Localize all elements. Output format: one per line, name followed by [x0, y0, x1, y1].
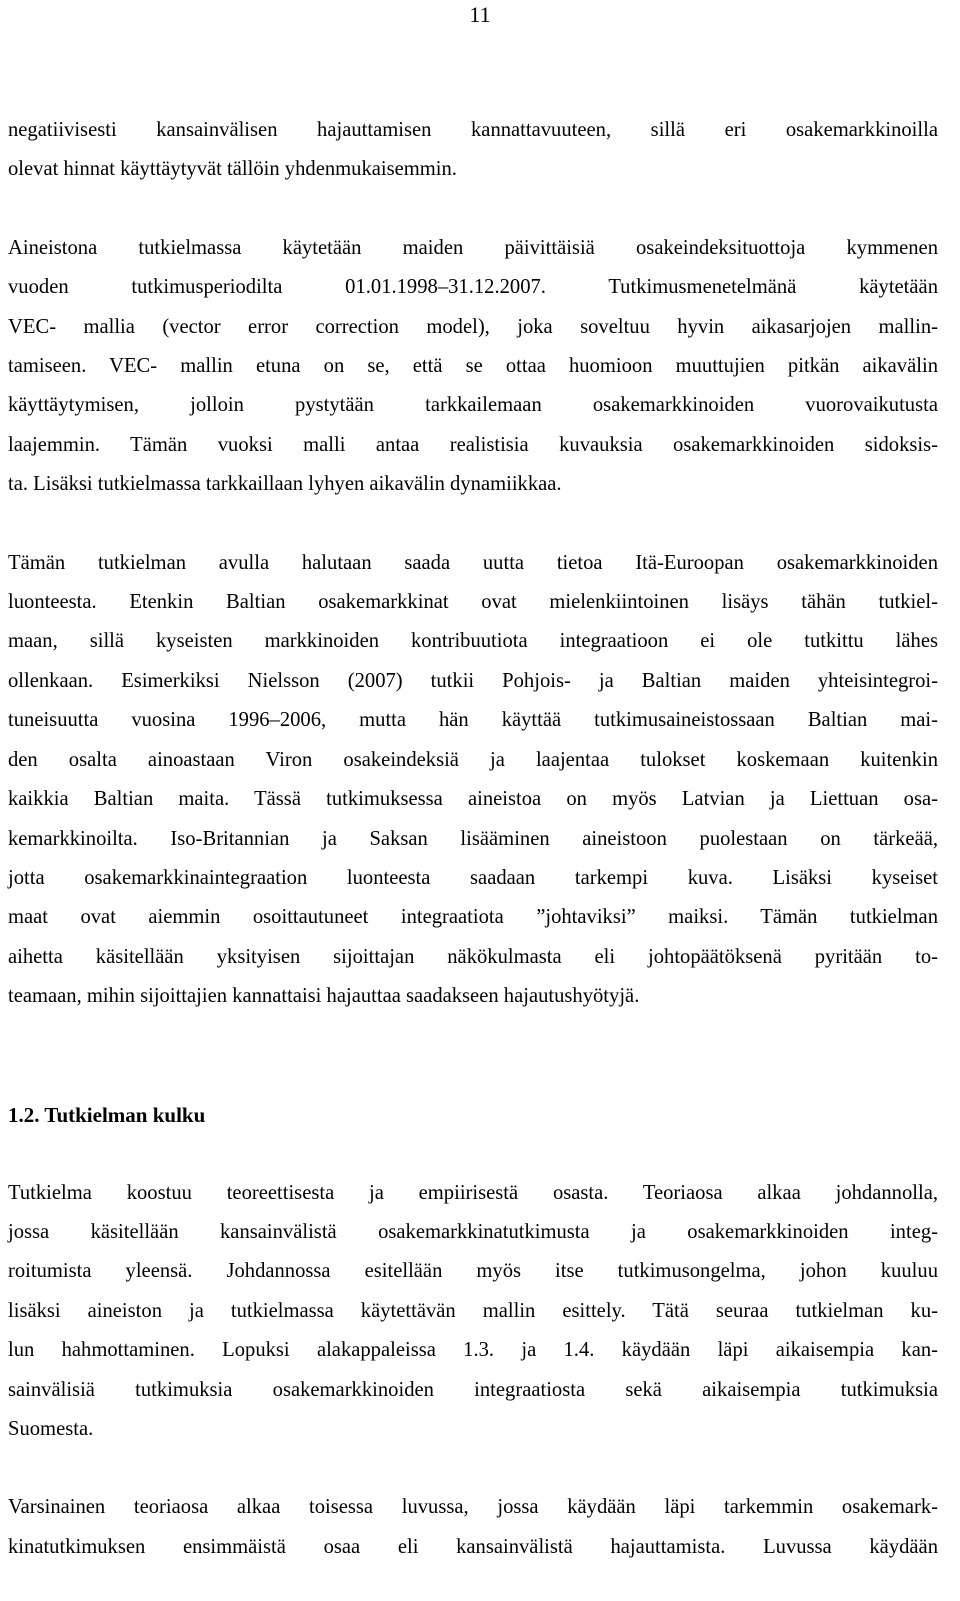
text-line: maat ovat aiemmin osoittautuneet integraatiota ”johtaviksi” maiksi. Tämän tutkielman	[8, 906, 938, 929]
text-line: jotta osakemarkkinaintegraation luonteesta saadaan tarkempi kuva. Lisäksi kyseiset	[8, 866, 938, 889]
paragraph-spacer	[8, 1135, 938, 1174]
text-line: tamiseen. VEC- mallin etuna on se, että se ottaa huomioon muuttujien pitkän aikavälin	[8, 355, 938, 378]
text-line: den osalta ainoastaan Viron osakeindeksiä ja laajentaa tulokset koskemaan kuitenkin	[8, 748, 938, 771]
text-line: ollenkaan. Esimerkiksi Nielsson (2007) tutkii Pohjois- ja Baltian maiden yhteisintegroi-	[8, 669, 938, 692]
text-line: lisäksi aineiston ja tutkielmassa käytettävän mallin esittely. Tätä seuraa tutkielman ku-	[8, 1299, 938, 1322]
text-line: luonteesta. Etenkin Baltian osakemarkkinat ovat mielenkiintoinen lisäys tähän tutkiel-	[8, 591, 938, 614]
section-spacer	[8, 1017, 938, 1096]
text-line: teamaan, mihin sijoittajien kannattaisi hajauttaa saadakseen hajautushyötyjä.	[8, 985, 640, 1008]
text-line: kaikkia Baltian maita. Tässä tutkimuksessa aineistoa on myös Latvian ja Liettuan osa-	[8, 788, 938, 811]
text-line: roitumista yleensä. Johdannossa esitellään myös itse tutkimusongelma, johon kuuluu	[8, 1260, 938, 1283]
text-line: Tämän tutkielman avulla halutaan saada uutta tietoa Itä-Euroopan osakemarkkinoiden	[8, 551, 938, 574]
text-line: käyttäytymisen, jolloin pystytään tarkkailemaan osakemarkkinoiden vuorovaikutusta	[8, 394, 938, 417]
paragraph-2	[8, 229, 938, 505]
paragraph-spacer	[8, 505, 938, 544]
paragraph-1	[8, 111, 938, 190]
text-line: olevat hinnat käyttäytyvät tällöin yhdenmukaisemmin.	[8, 158, 457, 181]
document-body	[8, 111, 938, 1567]
text-line: VEC- mallia (vector error correction model), joka soveltuu hyvin aikasarjojen mallin-	[8, 315, 938, 338]
text-line: vuoden tutkimusperiodilta 01.01.1998–31.12.2007. Tutkimusmenetelmänä käytetään	[8, 276, 938, 299]
text-line: Aineistona tutkielmassa käytetään maiden päivittäisiä osakeindeksituottoja kymmenen	[8, 236, 938, 259]
text-line: maan, sillä kyseisten markkinoiden kontribuutiota integraatioon ei ole tutkittu lähes	[8, 630, 938, 653]
text-line: Varsinainen teoriaosa alkaa toisessa luvussa, jossa käydään läpi tarkemmin osakemark-	[8, 1496, 938, 1519]
paragraph-4	[8, 1174, 938, 1450]
text-line: negatiivisesti kansainvälisen hajauttamisen kannattavuuteen, sillä eri osakemarkkinoilla	[8, 119, 938, 141]
text-line: ta. Lisäksi tutkielmassa tarkkaillaan lyhyen aikavälin dynamiikkaa.	[8, 473, 562, 496]
text-line: tuneisuutta vuosina 1996–2006, mutta hän käyttää tutkimusaineistossaan Baltian mai-	[8, 709, 938, 732]
page-number: 11	[469, 2, 491, 27]
section-heading: 1.2. Tutkielman kulku	[8, 1102, 206, 1127]
paragraph-5	[8, 1488, 938, 1567]
text-line: sainvälisiä tutkimuksia osakemarkkinoiden integraatiosta sekä aikaisempia tutkimuksia	[8, 1378, 938, 1401]
text-line: kinatutkimuksen ensimmäistä osaa eli kansainvälistä hajauttamista. Luvussa käydään	[8, 1535, 938, 1558]
text-line: Suomesta.	[8, 1417, 94, 1440]
text-line: Tutkielma koostuu teoreettisesta ja empiirisestä osasta. Teoriaosa alkaa johdannolla,	[8, 1181, 938, 1204]
text-line: laajemmin. Tämän vuoksi malli antaa realistisia kuvauksia osakemarkkinoiden sidoksis-	[8, 433, 938, 456]
text-line: jossa käsitellään kansainvälistä osakemarkkinatutkimusta ja osakemarkkinoiden integ-	[8, 1220, 938, 1243]
text-line: aihetta käsitellään yksityisen sijoittajan näkökulmasta eli johtopäätöksenä pyritään to-	[8, 945, 938, 968]
paragraph-spacer	[8, 1449, 938, 1488]
text-line: kemarkkinoilta. Iso-Britannian ja Saksan lisääminen aineistoon puolestaan on tärkeää,	[8, 827, 938, 850]
paragraph-3	[8, 544, 938, 1017]
text-line: lun hahmottaminen. Lopuksi alakappaleissa 1.3. ja 1.4. käydään läpi aikaisempia kan-	[8, 1339, 938, 1362]
paragraph-spacer	[8, 190, 938, 229]
